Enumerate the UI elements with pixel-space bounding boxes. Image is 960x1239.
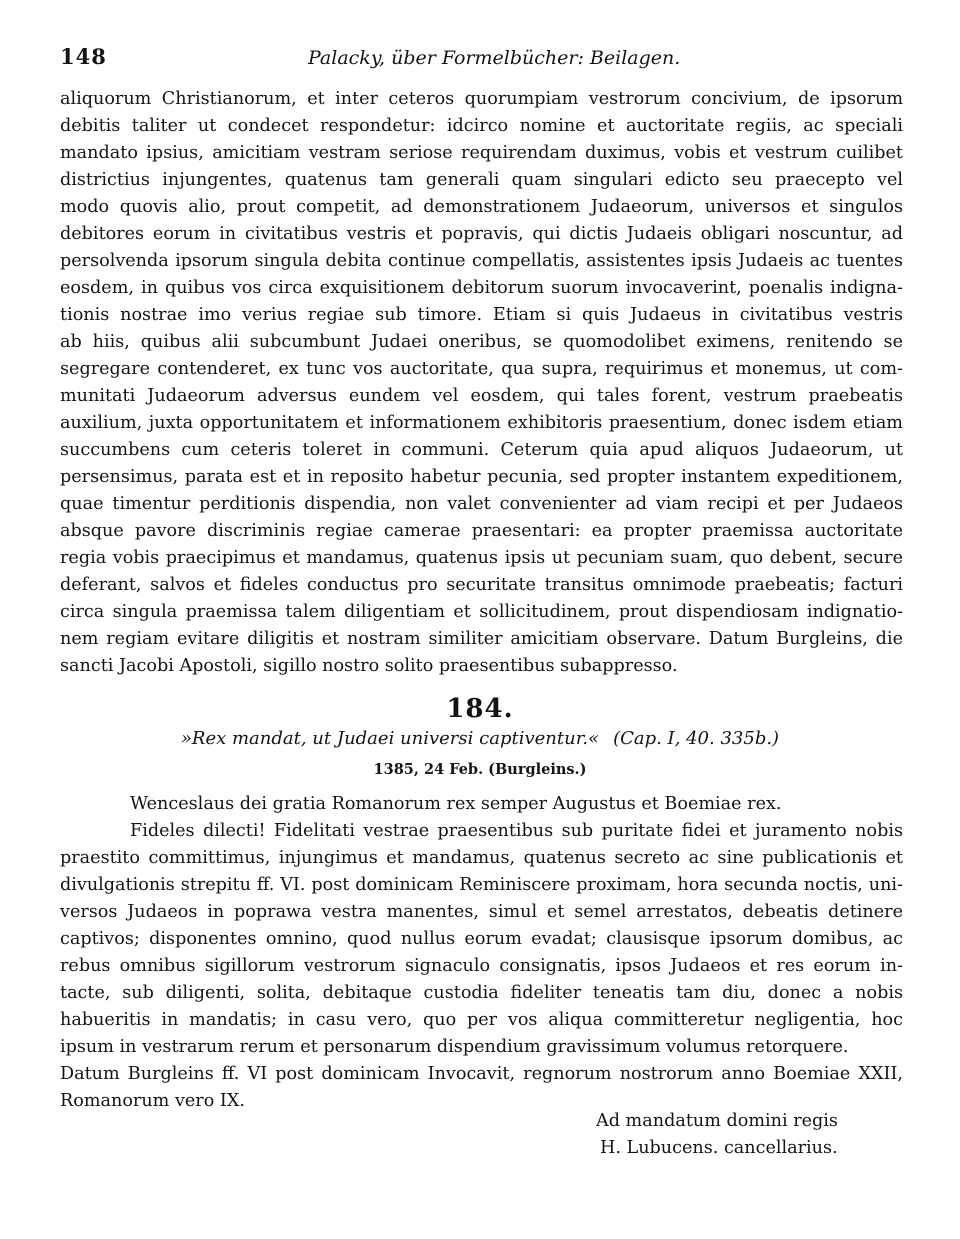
document-number: 184.: [446, 694, 514, 724]
text-line: tacte, sub diligenti, solita, debitaque custodia fideliter teneatis tam diu, donec a nobis: [60, 983, 903, 1003]
document-text: [60, 791, 903, 1115]
page-header: [60, 44, 900, 80]
text-line: debitis taliter ut condecet respondetur: idcirco nomine et auctoritate regiis, ac speciali: [60, 116, 903, 136]
text-line: debitores eorum in civitatibus vestris et popravis, qui dictis Judaeis obligari noscuntur, ad: [60, 224, 903, 244]
text-line: aliquorum Christianorum, et inter ceteros quorumpiam vestrorum concivium, de ipsorum: [60, 89, 903, 109]
continuation-text: [60, 86, 903, 680]
text-line: absque pavore discriminis regiae camerae praesentari: ea propter praemissa auctoritate: [60, 521, 903, 541]
text-line: segregare contenderet, ex tunc vos auctoritate, qua supra, requirimus et monemus, ut com-: [60, 359, 903, 379]
text-line: regia vobis praecipimus et mandamus, quatenus ipsis ut pecuniam suam, quo debent, secure: [60, 548, 903, 568]
text-line: ipsum in vestrarum rerum et personarum dispendium gravissimum volumus retorquere.: [60, 1037, 849, 1057]
text-line: rebus omnibus sigillorum vestrorum signaculo consignatis, ipsos Judaeos et res eorum in-: [60, 956, 903, 976]
text-line: Fideles dilecti! Fidelitati vestrae praesentibus sub puritate fidei et juramento nobis: [130, 821, 903, 841]
text-line: eosdem, in quibus vos circa exquisitionem debitorum suorum invocaverint, poenalis indigna-: [60, 278, 903, 298]
text-line: ab hiis, quibus alii subcumbunt Judaei oneribus, se quomodolibet eximens, renitendo se: [60, 332, 903, 352]
signature-line: Ad mandatum domini regis: [596, 1111, 838, 1131]
text-line: Datum Burgleins ff. VI post dominicam Invocavit, regnorum nostrorum anno Boemiae XXII,: [60, 1064, 903, 1084]
text-line: tionis nostrae imo verius regiae sub timore. Etiam si quis Judaeus in civitatibus vestris: [60, 305, 903, 325]
text-line: Romanorum vero IX.: [60, 1091, 245, 1111]
text-line: districtius injungentes, quatenus tam generali quam singulari edicto seu praecepto vel: [60, 170, 903, 190]
text-line: quae timentur perditionis dispendia, non valet convenienter ad viam recipi et per Judaeos: [60, 494, 903, 514]
text-line: persolvenda ipsorum singula debita continue compellatis, assistentes ipsis Judaeis ac tuentes: [60, 251, 903, 271]
text-line: divulgationis strepitu ff. VI. post dominicam Reminiscere proximam, hora secunda noctis, uni-: [60, 875, 903, 895]
document-reference: (Cap. I, 40. 335b.): [613, 728, 780, 749]
document-title: »Rex mandat, ut Judaei universi captiventur.«: [180, 728, 600, 749]
text-line: deferant, salvos et fideles conductus pro securitate transitus omnimode praebeatis; facturi: [60, 575, 903, 595]
text-line: habueritis in mandatis; in casu vero, quo per vos aliqua committeretur negligentia, hoc: [60, 1010, 903, 1030]
text-line: mandato ipsius, amicitiam vestram seriose requirendam duximus, vobis et vestrum cuilibet: [60, 143, 903, 163]
running-title: Palacky, über Formelbücher: Beilagen.: [308, 47, 681, 69]
text-line: munitati Judaeorum adversus eundem vel eosdem, qui tales forent, vestrum praebeatis: [60, 386, 903, 406]
text-line: Wenceslaus dei gratia Romanorum rex semper Augustus et Boemiae rex.: [130, 794, 782, 814]
text-line: auxilium, juxta opportunitatem et informationem exhibitoris praesentium, donec isdem etiam: [60, 413, 903, 433]
document-title-line: [0, 728, 960, 749]
page-number: 148: [60, 44, 107, 69]
text-line: circa singula praemissa talem diligentiam et sollicitudinem, prout dispendiosam indignatio-: [60, 602, 903, 622]
text-line: persensimus, parata est et in reposito habetur pecunia, sed propter instantem expeditionem,: [60, 467, 903, 487]
text-line: versos Judaeos in poprawa vestra manentes, simul et semel arrestatos, debeatis detinere: [60, 902, 903, 922]
text-line: succumbens cum ceteris toleret in communi. Ceterum quia apud aliquos Judaeorum, ut: [60, 440, 903, 460]
text-line: sancti Jacobi Apostoli, sigillo nostro solito praesentibus subappresso.: [60, 656, 678, 676]
text-line: modo quovis alio, prout competit, ad demonstrationem Judaeorum, universos et singulos: [60, 197, 903, 217]
document-date-place: 1385, 24 Feb. (Burgleins.): [373, 761, 587, 778]
text-line: captivos; disponentes omnino, quod nullus eorum evadat; clausisque ipsorum domibus, ac: [60, 929, 903, 949]
text-line: praestito committimus, injungimus et mandamus, quatenus secreto ac sine publicationis et: [60, 848, 903, 868]
signature-line: H. Lubucens. cancellarius.: [600, 1138, 838, 1158]
text-line: nem regiam evitare diligitis et nostram similiter amicitiam observare. Datum Burgleins, die: [60, 629, 903, 649]
signature-block: [596, 1108, 838, 1162]
